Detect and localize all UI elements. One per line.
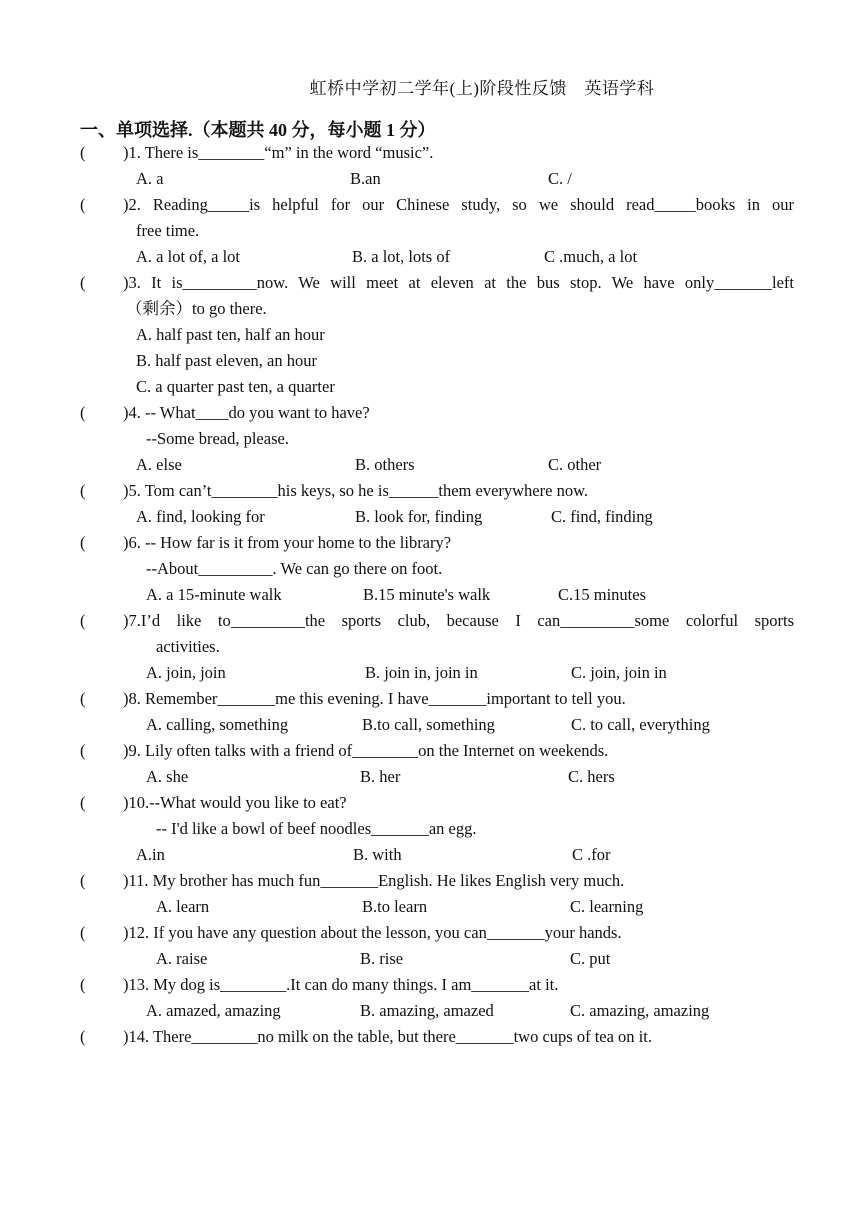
option-b: B. others [355, 455, 415, 474]
answer-bracket: ( [80, 403, 86, 422]
options-row [0, 504, 868, 530]
option-a: A. learn [156, 897, 210, 916]
options-row [0, 764, 868, 790]
option-c: C. find, finding [551, 507, 653, 526]
question-stem: )5. Tom can’t________his keys, so he is______them everywhere now. [123, 481, 589, 500]
options-row [0, 166, 868, 192]
question-stem: )6. -- How far is it from your home to the library? [123, 533, 452, 552]
option-b: B.to learn [362, 897, 428, 916]
question-stem-cont [0, 426, 868, 452]
question-10 [0, 790, 868, 816]
question-stem: )12. If you have any question about the lesson, you can_______your hands. [123, 923, 622, 942]
option-c: C. / [548, 169, 572, 188]
answer-bracket: ( [80, 481, 86, 500]
question-stem: )10.--What would you like to eat? [123, 793, 347, 812]
options-row [0, 894, 868, 920]
option-c: C. amazing, amazing [570, 1001, 710, 1020]
question-3 [0, 270, 868, 296]
question-list [0, 140, 868, 1050]
question-stem: )13. My dog is________.It can do many things. I am_______at it. [123, 975, 559, 994]
question-13 [0, 972, 868, 998]
question-11 [0, 868, 868, 894]
option-a: A. amazed, amazing [146, 1001, 281, 1020]
option-b: B. her [360, 767, 401, 786]
options-row [0, 452, 868, 478]
option-c: C. learning [570, 897, 644, 916]
option-b: B.an [350, 169, 381, 188]
question-5 [0, 478, 868, 504]
option-a: A.in [136, 845, 165, 864]
question-stem: )2. Reading_____is helpful for our Chinese study, so we should read_____books in our [123, 195, 794, 214]
option-b: B. join in, join in [365, 663, 478, 682]
answer-bracket: ( [80, 195, 86, 214]
answer-bracket: ( [80, 923, 86, 942]
question-stem-line2: （剩余）to go there. [126, 299, 267, 318]
options-row [0, 244, 868, 270]
option-b: B. amazing, amazed [360, 1001, 494, 1020]
options-row [0, 660, 868, 686]
option-c: C. put [570, 949, 611, 968]
options-row [0, 374, 868, 400]
option-c: C. hers [568, 767, 615, 786]
option-b: B.to call, something [362, 715, 495, 734]
answer-bracket: ( [80, 533, 86, 552]
option-c: C. to call, everything [571, 715, 710, 734]
option-b: B. a lot, lots of [352, 247, 451, 266]
option-c: C. other [548, 455, 602, 474]
option-a: A. raise [156, 949, 208, 968]
option-b: B. rise [360, 949, 404, 968]
option-b: B.15 minute's walk [363, 585, 491, 604]
option-b: B. with [353, 845, 402, 864]
question-14 [0, 1024, 868, 1050]
answer-bracket: ( [80, 689, 86, 708]
question-stem: )14. There________no milk on the table, but there_______two cups of tea on it. [123, 1027, 652, 1046]
question-stem-line2: activities. [156, 637, 220, 656]
options-row [0, 842, 868, 868]
question-6 [0, 530, 868, 556]
section-heading: 一、单项选择.（本题共 40 分，每小题 1 分） [80, 120, 436, 140]
question-2 [0, 192, 868, 218]
question-stem-cont [0, 218, 868, 244]
question-stem-line2: free time. [136, 221, 200, 240]
question-stem: )1. There is________“m” in the word “music”. [123, 143, 434, 162]
option-c: C .much, a lot [544, 247, 638, 266]
question-9 [0, 738, 868, 764]
option-c: C .for [572, 845, 611, 864]
question-stem-line2: --Some bread, please. [146, 429, 289, 448]
question-8 [0, 686, 868, 712]
question-stem: )4. -- What____do you want to have? [123, 403, 370, 422]
question-12 [0, 920, 868, 946]
question-stem-line2: -- I'd like a bowl of beef noodles_______an egg. [156, 819, 477, 838]
answer-bracket: ( [80, 871, 86, 890]
option-a: A. a lot of, a lot [136, 247, 241, 266]
question-1 [0, 140, 868, 166]
option-c: C.15 minutes [558, 585, 647, 604]
question-7 [0, 608, 868, 634]
question-stem-line2: --About_________. We can go there on foot. [146, 559, 443, 578]
page-title: 虹桥中学初二学年(上)阶段性反馈 英语学科 [309, 79, 655, 98]
question-stem-cont [0, 556, 868, 582]
option-a: A. else [136, 455, 182, 474]
question-stem: )7.I’d like to_________the sports club, because I can_________some colorful sports [123, 611, 794, 630]
question-stem: )11. My brother has much fun_______English. He likes English very much. [123, 871, 625, 890]
answer-bracket: ( [80, 975, 86, 994]
option-c: C. join, join in [571, 663, 667, 682]
question-stem: )8. Remember_______me this evening. I have_______important to tell you. [123, 689, 626, 708]
option-a: A. join, join [146, 663, 226, 682]
answer-bracket: ( [80, 793, 86, 812]
options-row [0, 582, 868, 608]
answer-bracket: ( [80, 741, 86, 760]
option-a: A. find, looking for [136, 507, 265, 526]
options-row [0, 322, 868, 348]
options-row [0, 712, 868, 738]
option-a: A. half past ten, half an hour [136, 325, 325, 344]
option-a: A. calling, something [146, 715, 289, 734]
answer-bracket: ( [80, 611, 86, 630]
question-stem: )9. Lily often talks with a friend of________on the Internet on weekends. [123, 741, 609, 760]
option-c: C. a quarter past ten, a quarter [136, 377, 335, 396]
answer-bracket: ( [80, 143, 86, 162]
question-4 [0, 400, 868, 426]
question-stem-cont [0, 296, 868, 322]
question-stem-cont [0, 816, 868, 842]
option-a: A. she [146, 767, 189, 786]
option-b: B. look for, finding [355, 507, 483, 526]
options-row [0, 998, 868, 1024]
question-stem: )3. It is_________now. We will meet at eleven at the bus stop. We have only_______left [123, 273, 794, 292]
option-b: B. half past eleven, an hour [136, 351, 317, 370]
answer-bracket: ( [80, 273, 86, 292]
options-row [0, 946, 868, 972]
option-a: A. a [136, 169, 164, 188]
options-row [0, 348, 868, 374]
question-stem-cont [0, 634, 868, 660]
answer-bracket: ( [80, 1027, 86, 1046]
option-a: A. a 15-minute walk [146, 585, 282, 604]
